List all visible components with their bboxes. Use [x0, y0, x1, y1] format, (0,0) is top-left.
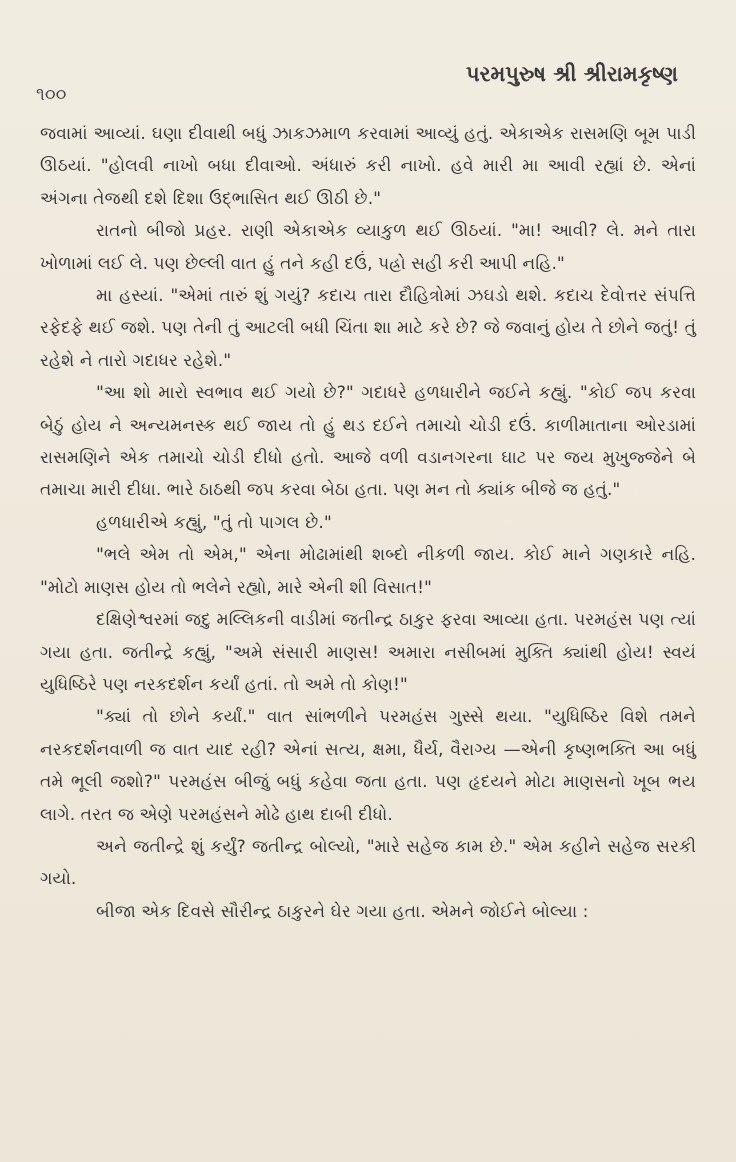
paragraph: દક્ષિણેશ્વરમાં જદુ મલ્લિકની વાડીમાં જતીન્દ્ર ઠાકુર ફરવા આવ્યા હતા. પરમહંસ પણ ત્યાં ગયા હતા. જતીન્દ્રે કહ્યું, "અમે સંસારી માણસ! અમારા નસીબમાં મુક્તિ ક્યાંથી હોય! સ્વયં યુધિષ્ઠિરે પણ નરકદર્શન કર્યાં હતાં. તો અમે તો કોણ!": [40, 610, 696, 695]
page-number: ૧૦૦: [36, 84, 67, 105]
paragraph: હળધારીએ કહ્યું, "તું તો પાગલ છે.": [96, 512, 332, 533]
paragraph: જવામાં આવ્યાં. ઘણા દીવાથી બધું ઝાકઝમાળ કરવામાં આવ્યું હતું. એકાએક રાસમણિ બૂમ પાડી ઊઠયાં. "હોલવી નાખો બધા દીવાઓ. અંધારું કરી નાખો. હવે મારી મા આવી રહ્યાં છે. એનાં અંગના તેજથી દશે દિશા ઉદ્ભાસિત થઈ ઊઠી છે.": [40, 124, 696, 209]
paragraph: "ભલે એમ તો એમ," એના મોઢામાંથી શબ્દો નીકળી જાય. કોઈ માને ગણકારે નહિ. "મોટો માણસ હોય તો ભલેને રહ્યો, મારે એની શી વિસાત!": [40, 545, 696, 598]
book-title: પરમપુરુષ શ્રી શ્રીરામકૃષ્ણ: [465, 62, 678, 86]
paragraph: મા હસ્યાં. "એમાં તારું શું ગયું? કદાચ તારા દૌહિત્રોમાં ઝઘડો થશે. કદાચ દેવોત્તર સંપત્તિ રફેદફે થઈ જશે. પણ તેની તું આટલી બધી ચિંતા શા માટે કરે છે? જે જવાનું હોય તે છોને જતું! તું રહેશે ને તારો ગદાધર રહેશે.": [40, 286, 696, 371]
paragraph: "આ શો મારો સ્વભાવ થઈ ગયો છે?" ગદાધરે હળધારીને જઈને કહ્યું. "કોઈ જપ કરવા બેઠું હોય ને અન્યમનસ્ક થઈ જાય તો હું થડ દઈને તમાચો ચોડી દઉં. કાળીમાતાના ઓરડામાં રાસમણિને એક તમાચો ચોડી દીધો હતો. આજે વળી વડાનગરના ઘાટ પર જય મુખુજ્જેને બે તમાચા મારી દીધા. ભારે ઠાઠથી જપ કરવા બેઠા હતા. પણ મન તો ક્યાંક બીજે જ હતું.": [40, 383, 696, 501]
paragraph: "ક્યાં તો છોને કર્યાં." વાત સાંભળીને પરમહંસ ગુસ્સે થયા. "યુધિષ્ઠિર વિશે તમને નરકદર્શનવાળી જ વાત યાદ રહી? એનાં સત્ય, ક્ષમા, ધૈર્ય, વૈરાગ્ય —એની કૃષ્ણભક્તિ આ બધું તમે ભૂલી જશો?" પરમહંસ બીજું બધું કહેવા જતા હતા. પણ હૃદયને મોટા માણસનો ખૂબ ભય લાગે. તરત જ એણે પરમહંસને મોઢે હાથ દાબી દીધો.: [40, 707, 696, 825]
running-head: [36, 62, 688, 105]
paragraph: રાતનો બીજો પ્રહર. રાણી એકાએક વ્યાકુળ થઈ ઊઠયાં. "મા! આવી? લે. મને તારા ખોળામાં લઈ લે. પણ છેલ્લી વાત હું તને કહી દઉં, પહ્રો સહી કરી આપી નહિ.": [40, 221, 696, 274]
paragraph: અને જતીન્દ્રે શું કર્યું? જતીન્દ્ર બોલ્યો, "મારે સહેજ કામ છે." એમ કહીને સહેજ સરકી ગયો.: [40, 836, 696, 890]
body-text: [40, 118, 696, 928]
paragraph: બીજા એક દિવસે સૌરીન્દ્ર ઠાકુરને ઘેર ગયા હતા. એમને જોઈને બોલ્યા :: [96, 901, 589, 922]
